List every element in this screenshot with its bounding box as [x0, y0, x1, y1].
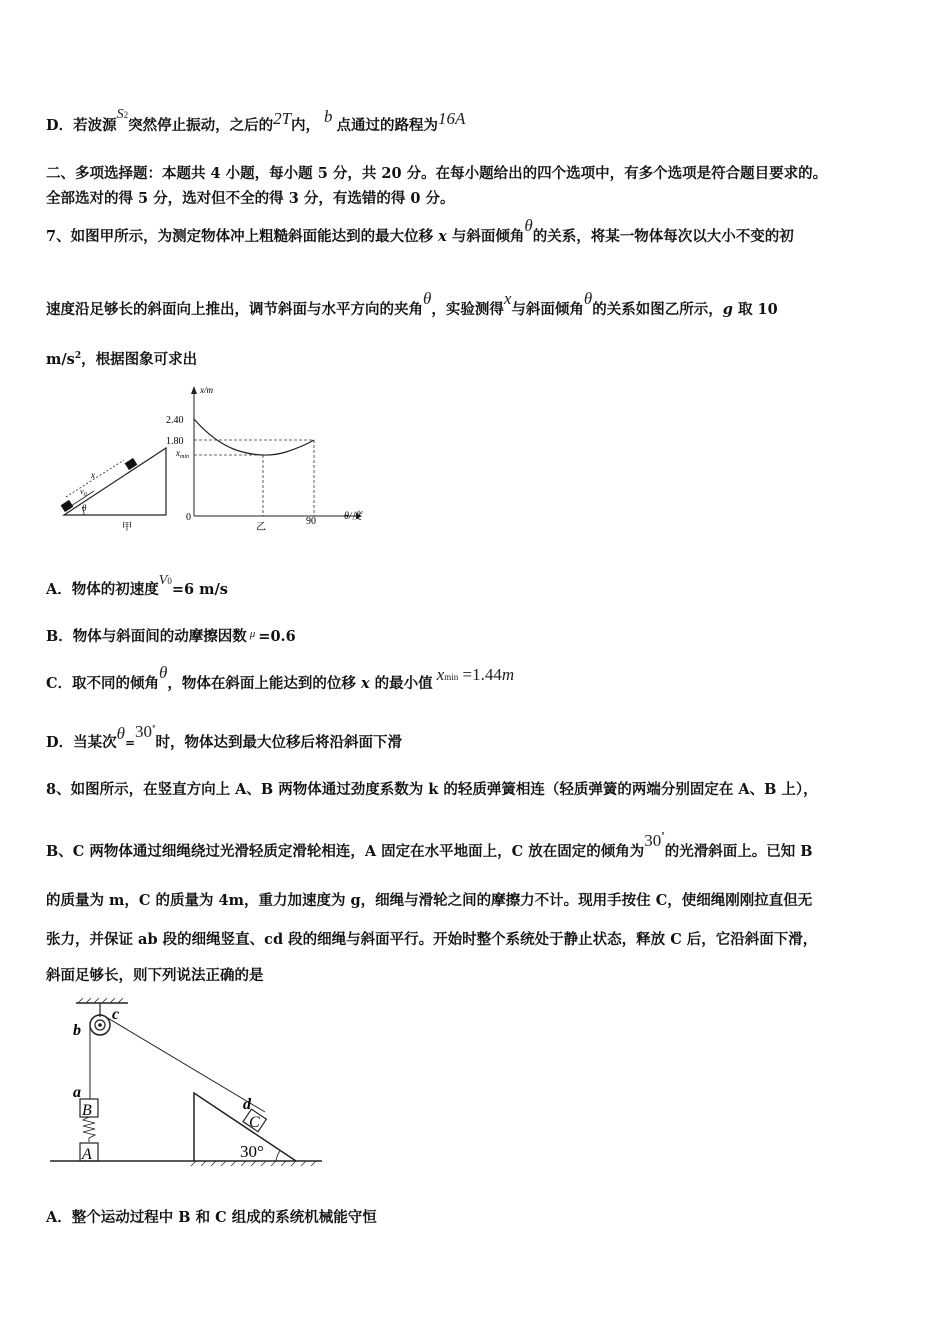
label-b: b — [73, 1022, 81, 1039]
label-block-b: B — [82, 1102, 92, 1119]
tick-xmin: $x_{min}$ — [176, 448, 189, 460]
q7-option-b: B．物体与斜面间的动摩擦因数 $^\mu$ =0.6 — [46, 628, 296, 645]
q8-line3: 的质量为 m，C 的质量为 4m，重力加速度为 g，细绳与滑轮之间的摩擦力不计。现用手按住 C，使细绳刚刚拉直但无 — [46, 892, 813, 909]
label-block-a: A — [82, 1146, 92, 1163]
label-a: a — [73, 1084, 81, 1101]
q7-option-c: C．取不同的倾角θ，物体在斜面上能达到的位移 x 的最小值 xmin =1.44m — [46, 663, 515, 692]
tick-1-80: 1.80 — [166, 436, 184, 447]
label-v0: $v_0$ — [80, 487, 87, 498]
label-c: c — [112, 1006, 120, 1023]
q8-line1: 8、如图所示，在竖直方向上 A、B 两物体通过劲度系数为 k 的轻质弹簧相连（轻质弹簧的两端分别固定在 A、B 上）， — [46, 781, 818, 798]
tick-2-40: 2.40 — [166, 415, 184, 426]
x-axis-label: θ/度 — [344, 511, 362, 522]
angle-label: 30° — [240, 1142, 264, 1161]
label-theta: θ — [82, 503, 87, 513]
caption-jia: 甲 — [122, 522, 132, 533]
tick-90: 90 — [306, 516, 316, 527]
x-theta-graph — [166, 385, 364, 533]
q7-figure — [56, 380, 376, 535]
q8-option-a: A．整个运动过程中 B 和 C 组成的系统机械能守恒 — [46, 1209, 377, 1226]
q7-line3: $m/s^2$，根据图象可求出 — [46, 351, 198, 368]
caption-yi: 乙 — [256, 522, 266, 533]
origin-label: 0 — [186, 512, 191, 523]
q7-option-d: D．当某次θ=30°时，物体达到最大位移后将沿斜面下滑 — [46, 722, 402, 751]
q8-line2: B、C 两物体通过细绳绕过光滑轻质定滑轮相连，A 固定在水平地面上，C 放在固定的倾角为30°的光滑斜面上。已知 B — [46, 831, 813, 860]
q8-figure — [46, 995, 336, 1170]
section-header: 二、多项选择题：本题共 4 小题，每小题 5 分，共 20 分。在每小题给出的四个选项中，有多个选项是符合题目要求的。 — [46, 165, 828, 182]
q7-line1: 7、如图甲所示，为测定物体冲上粗糙斜面能达到的最大位移 x 与斜面倾角θ的关系，将某一物体每次以大小不变的初 — [46, 216, 794, 245]
y-axis-label: x/m — [200, 385, 213, 395]
q7-line2: 速度沿足够长的斜面向上推出，调节斜面与水平方向的夹角θ，实验测得x与斜面倾角θ的关系如图乙所示，g 取 10 — [46, 289, 778, 318]
section-scoring: 全部选对的得 5 分，选对但不全的得 3 分，有选错的得 0 分。 — [46, 190, 455, 207]
q6-option-d: D．若波源S2突然停止振动，之后的2T内， b 点通过的路程为16A — [46, 107, 466, 134]
label-x: x — [91, 470, 95, 480]
curve — [194, 419, 314, 455]
spring — [83, 1117, 95, 1142]
q8-line4: 张力，并保证 ab 段的细绳竖直、cd 段的细绳与斜面平行。开始时整个系统处于静止状态，释放 C 后，它沿斜面下滑， — [46, 931, 818, 948]
q7-option-a: A．物体的初速度V0=6 m/s — [46, 573, 228, 598]
incline-diagram — [61, 448, 166, 533]
label-block-c: C — [249, 1114, 260, 1131]
q8-line5: 斜面足够长，则下列说法正确的是 — [46, 967, 264, 984]
label-d: d — [243, 1096, 251, 1113]
